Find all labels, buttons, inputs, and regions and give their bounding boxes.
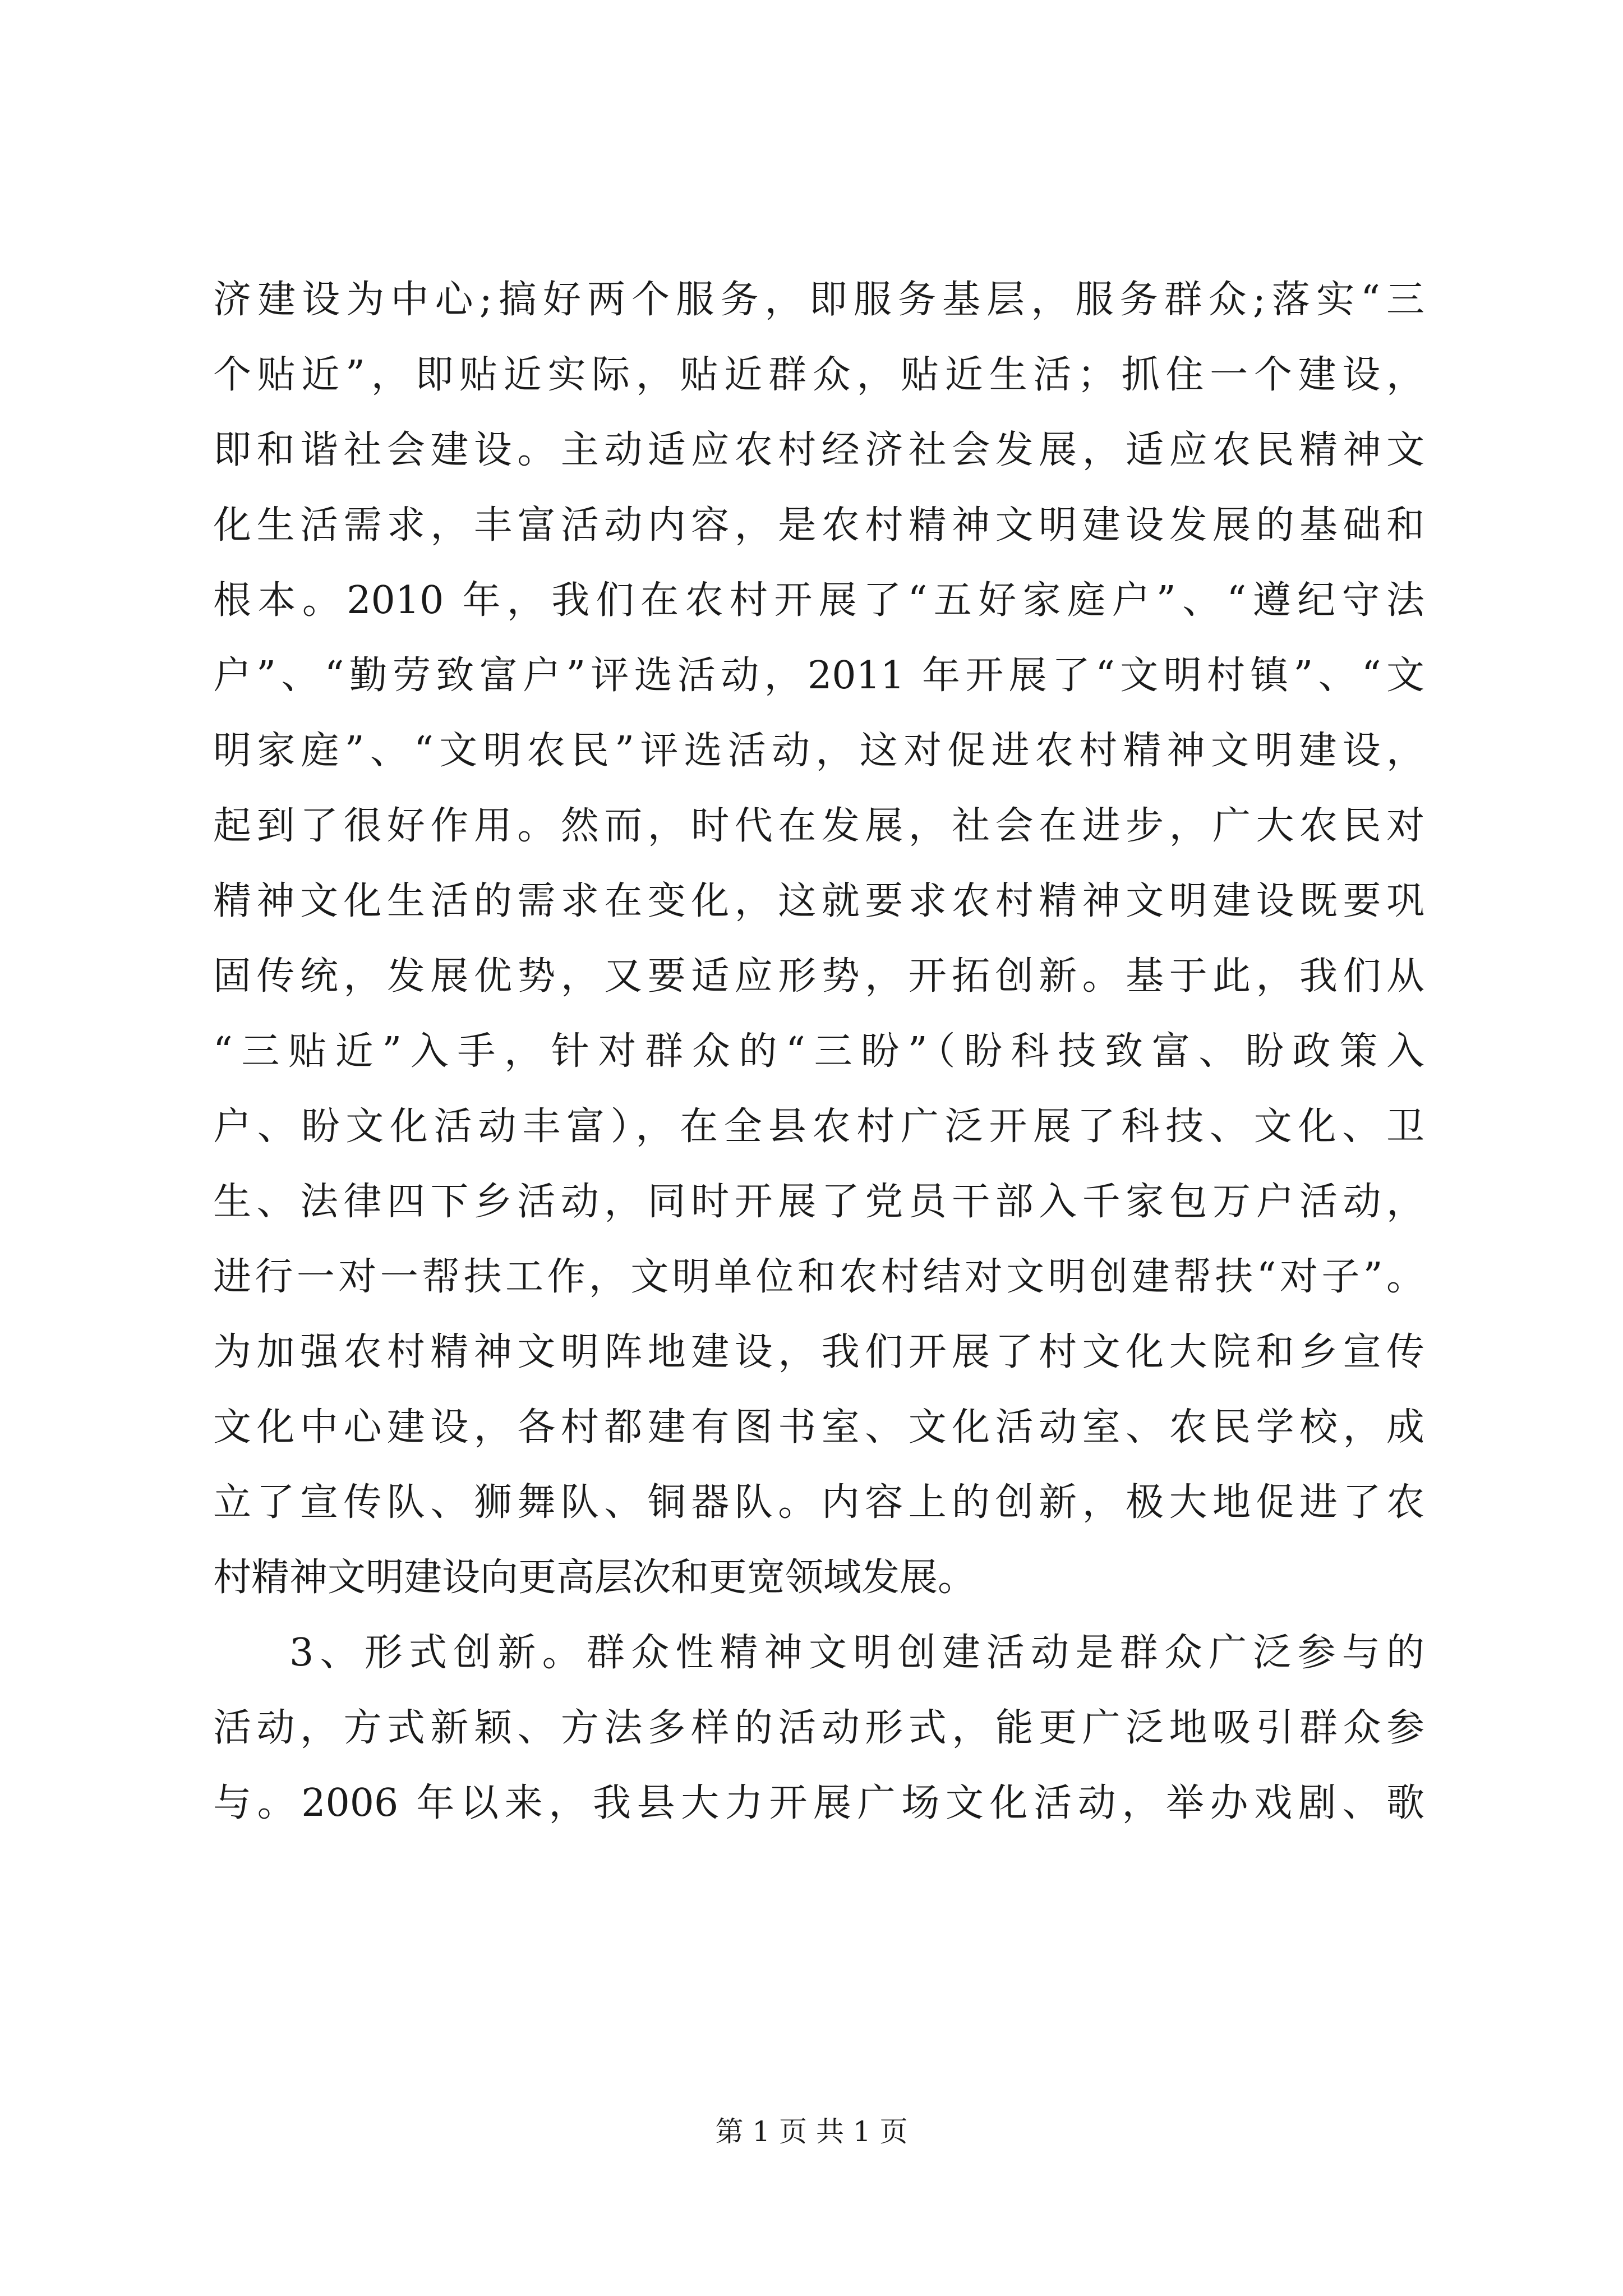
text-line: 固传统，发展优势，又要适应形势，开拓创新。基于此，我们从: [213, 954, 1424, 999]
text-line: 村精神文明建设向更高层次和更宽领域发展。: [213, 1556, 976, 1600]
text-line: 个贴近”，即贴近实际，贴近群众，贴近生活；抓住一个建设，: [213, 353, 1424, 397]
page-number-label: 第 1 页 共 1 页: [715, 2115, 908, 2148]
text-line: 明家庭”、“文明农民”评选活动，这对促进农村精神文明建设，: [213, 729, 1424, 773]
text-line: 济建设为中心;搞好两个服务，即服务基层，服务群众;落实“三: [213, 278, 1424, 322]
text-line: 根本。2010 年，我们在农村开展了“五好家庭户”、“遵纪守法: [213, 578, 1424, 623]
page-footer: [0, 2115, 1623, 2148]
paragraph-2: [213, 1616, 1424, 1841]
paragraph-1: [213, 263, 1424, 1616]
text-line: 户”、“勤劳致富户”评选活动，2011 年开展了“文明村镇”、“文: [213, 654, 1424, 698]
text-line: “三贴近”入手，针对群众的“三盼”（盼科技致富、盼政策入: [213, 1029, 1424, 1074]
text-line: 与。2006 年以来，我县大力开展广场文化活动，举办戏剧、歌: [213, 1781, 1424, 1825]
text-line: 生、法律四下乡活动，同时开展了党员干部入千家包万户活动，: [213, 1180, 1424, 1224]
text-line: 户、盼文化活动丰富），在全县农村广泛开展了科技、文化、卫: [213, 1105, 1424, 1149]
document-body: [213, 263, 1424, 1841]
text-line: 即和谐社会建设。主动适应农村经济社会发展，适应农民精神文: [213, 428, 1424, 472]
text-line: 3、形式创新。群众性精神文明创建活动是群众广泛参与的: [289, 1631, 1424, 1675]
text-line: 立了宣传队、狮舞队、铜器队。内容上的创新，极大地促进了农: [213, 1480, 1424, 1525]
text-line: 起到了很好作用。然而，时代在发展，社会在进步，广大农民对: [213, 804, 1424, 848]
text-line: 为加强农村精神文明阵地建设，我们开展了村文化大院和乡宣传: [213, 1330, 1424, 1374]
text-line: 活动，方式新颖、方法多样的活动形式，能更广泛地吸引群众参: [213, 1706, 1424, 1750]
text-line: 文化中心建设，各村都建有图书室、文化活动室、农民学校，成: [213, 1405, 1424, 1450]
text-line: 精神文化生活的需求在变化，这就要求农村精神文明建设既要巩: [213, 879, 1424, 923]
text-line: 化生活需求，丰富活动内容，是农村精神文明建设发展的基础和: [213, 503, 1424, 547]
text-line: 进行一对一帮扶工作，文明单位和农村结对文明创建帮扶“对子”。: [213, 1255, 1424, 1299]
